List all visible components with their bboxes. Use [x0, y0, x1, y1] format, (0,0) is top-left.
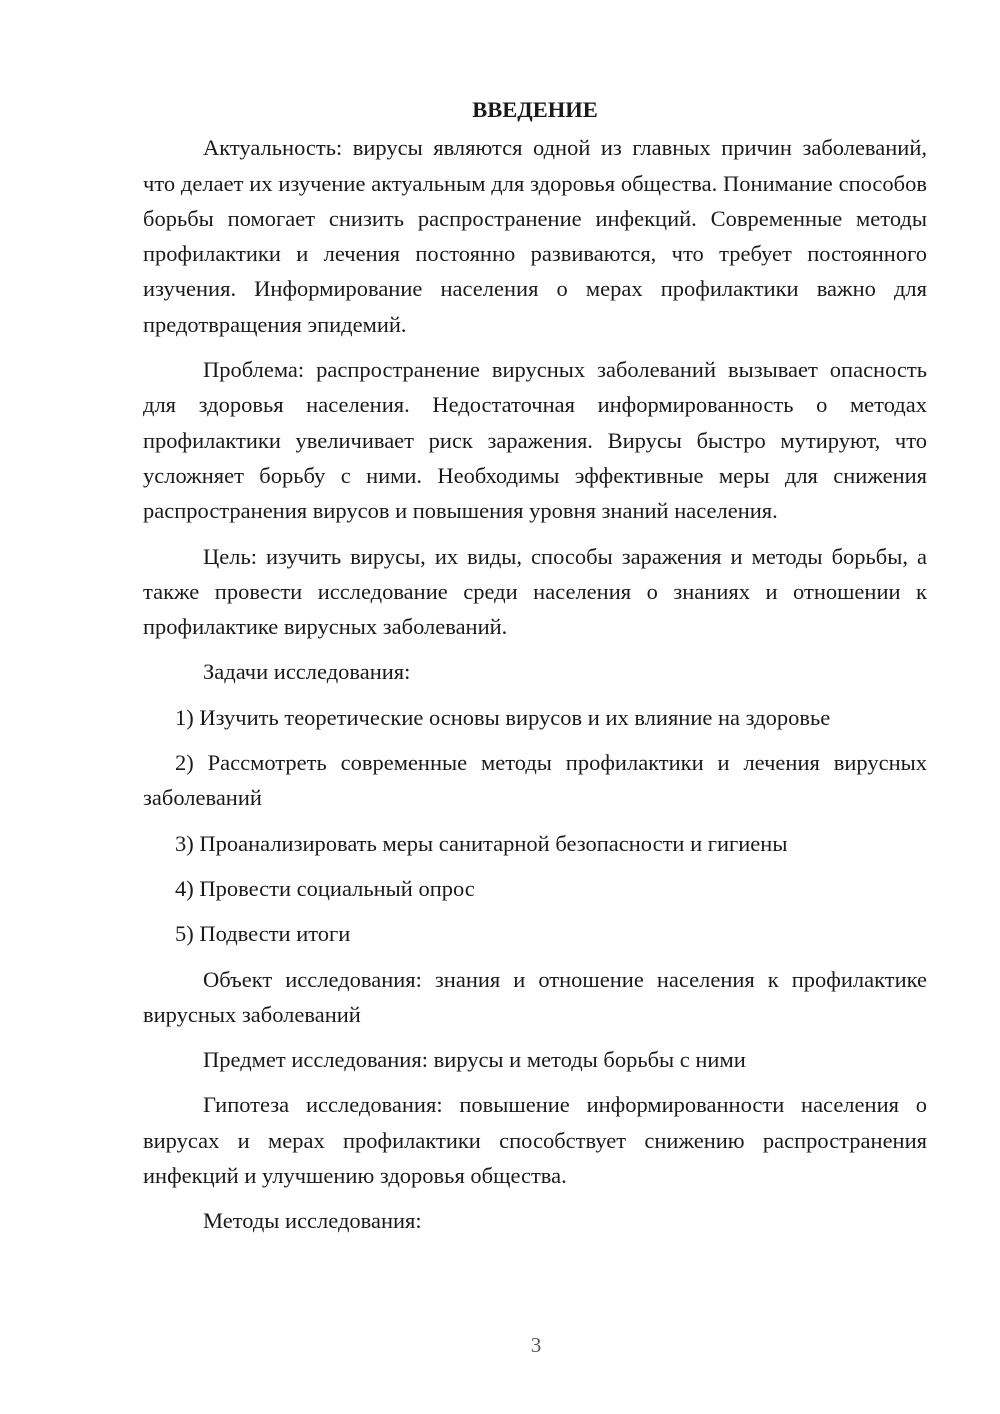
task-item: 4) Провести социальный опрос — [175, 875, 475, 901]
task-item: 2) Рассмотреть современные методы профилактики и лечения вирусных заболеваний — [143, 750, 927, 811]
problem-paragraph: Проблема: распространение вирусных заболеваний вызывает опасность для здоровья населения. Недостаточная информированность о методах профилактики увеличивает риск заражения. Вирусы быстро мутируют, что усложняет борьбу с ними. Необходимы эффективные меры для снижения распространения вирусов и повышения уровня знаний населения. — [143, 357, 927, 524]
task-item: 3) Проанализировать меры санитарной безопасности и гигиены — [175, 830, 788, 856]
task-item: 5) Подвести итоги — [175, 921, 351, 947]
task-item: 1) Изучить теоретические основы вирусов и их влияние на здоровье — [175, 704, 831, 730]
goal-paragraph: Цель: изучить вирусы, их виды, способы заражения и методы борьбы, а также провести исследование среди населения о знаниях и отношении к профилактике вирусных заболеваний. — [143, 543, 927, 640]
methods-title: Методы исследования: — [203, 1208, 422, 1234]
tasks-title: Задачи исследования: — [203, 659, 411, 685]
hypothesis-paragraph: Гипотеза исследования: повышение информированности населения о вирусах и мерах профилактики способствует снижению распространения инфекций и улучшению здоровья общества. — [143, 1092, 927, 1189]
document-page — [143, 92, 927, 1249]
object-paragraph: Объект исследования: знания и отношение населения к профилактике вирусных заболеваний — [143, 966, 927, 1027]
subject-paragraph: Предмет исследования: вирусы и методы борьбы с ними — [203, 1047, 746, 1073]
relevance-paragraph: Актуальность: вирусы являются одной из главных причин заболеваний, что делает их изучение актуальным для здоровья общества. Понимание способов борьбы помогает снизить распространение инфекций. Современные методы профилактики и лечения постоянно развиваются, что требует постоянного изучения. Информирование населения о мерах профилактики важно для предотвращения эпидемий. — [143, 135, 927, 337]
page-number: 3 — [530, 1333, 542, 1357]
page-title: ВВЕДЕНИЕ — [472, 97, 598, 122]
